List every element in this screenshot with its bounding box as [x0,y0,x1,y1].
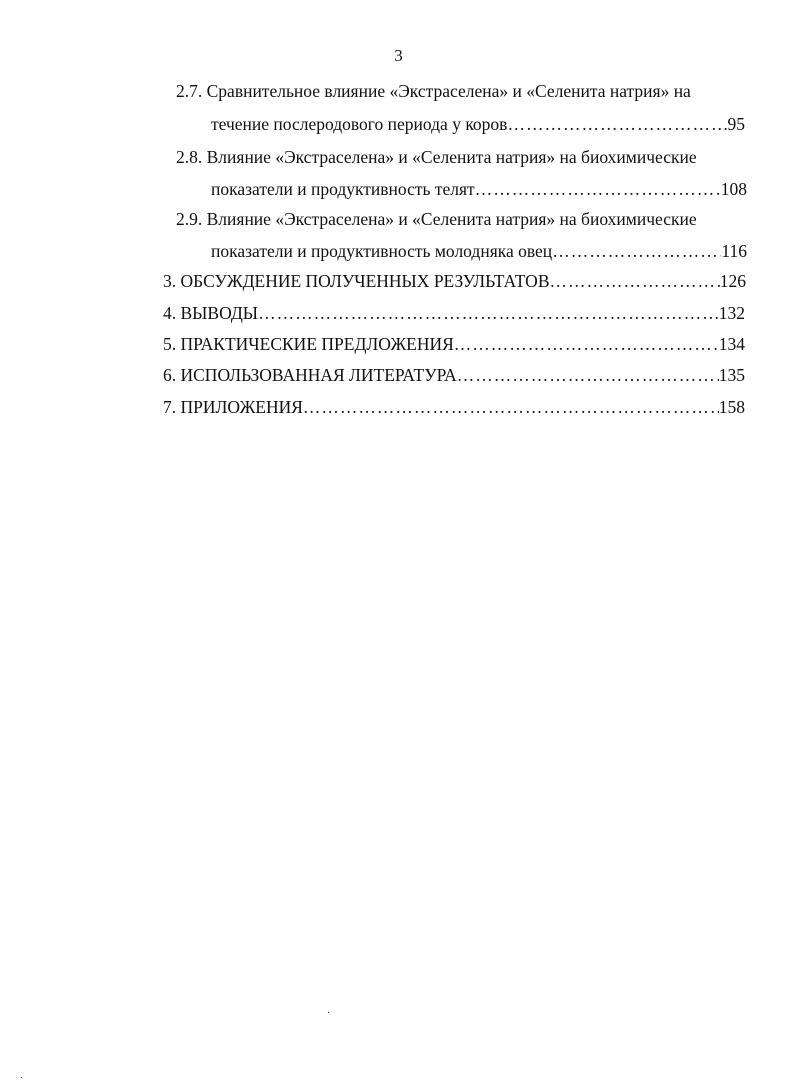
toc-leader-dots [454,333,719,355]
toc-item-6-page: 135 [718,365,745,385]
toc-item-2-8-title: показатели и продуктивность телят [211,179,475,199]
toc-item-2-8-page: 108 [720,179,747,199]
toc-item-4 [163,302,745,324]
toc-item-2-8-line-2 [211,178,747,200]
toc-item-6 [163,364,745,386]
toc-item-2-7-line-2 [211,113,745,135]
toc-item-6-title: 6. ИСПОЛЬЗОВАННАЯ ЛИТЕРАТУРА [163,365,457,385]
toc-leader-dots [552,240,721,262]
toc-item-2-9-line-1: 2.9. Влияние «Экстраселена» и «Селенита натрия» на биохимические [176,209,697,229]
toc-leader-dots [258,302,719,324]
toc-leader-dots [475,178,721,200]
toc-item-7 [163,396,745,418]
scan-speck: · [327,1008,331,1019]
toc-item-3-page: 126 [719,271,746,291]
toc-leader-dots [303,396,719,418]
toc-item-5-title: 5. ПРАКТИЧЕСКИЕ ПРЕДЛОЖЕНИЯ [163,334,454,354]
toc-item-2-8-line-1: 2.8. Влияние «Экстраселена» и «Селенита натрия» на биохимические [176,147,697,167]
toc-item-7-page: 158 [718,397,745,417]
toc-item-5-page: 134 [718,334,745,354]
toc-leader-dots [507,113,727,135]
toc-item-2-9-title: показатели и продуктивность молодняка овец [211,241,553,261]
toc-item-3-title: 3. ОБСУЖДЕНИЕ ПОЛУЧЕННЫХ РЕЗУЛЬТАТОВ [163,271,550,291]
toc-item-2-9-page: 116 [721,241,747,261]
toc-leader-dots [550,270,720,292]
page-number: 3 [394,46,403,65]
toc-item-5 [163,333,745,355]
toc-item-2-7-line-1: 2.7. Сравнительное влияние «Экстраселена» и «Селенита натрия» на [176,81,691,101]
scan-speck: ˎ [20,1068,24,1079]
toc-item-2-9-line-2 [211,240,747,262]
toc-item-2-7-title: течение послеродового периода у коров [211,114,508,134]
toc-item-4-page: 132 [718,303,745,323]
toc-leader-dots [457,364,719,386]
toc-item-2-7-page: 95 [727,114,745,134]
toc-item-3 [163,270,746,292]
toc-item-7-title: 7. ПРИЛОЖЕНИЯ [163,397,303,417]
toc-item-4-title: 4. ВЫВОДЫ [163,303,259,323]
